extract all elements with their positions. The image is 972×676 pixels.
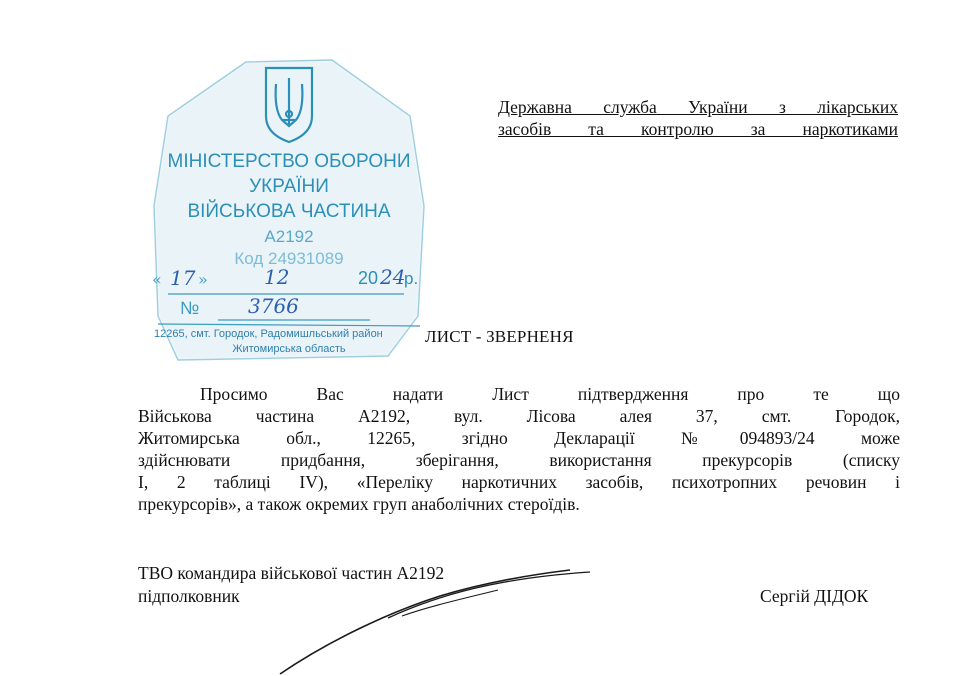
stamp-date-day: 17 [170,266,196,290]
body-line: Просимо Вас надати Лист підтвердження про те що [200,384,900,404]
letter-body [138,383,900,515]
recipient-block [498,96,898,140]
body-line: І, 2 таблиці IV), «Переліку наркотичних засобів, психотропних речовин і [138,472,900,492]
stamp-year-suffix: р. [404,269,419,288]
signer-rank: підполковник [138,586,240,606]
recipient-line1: Державна служба України з лікарських [498,97,898,117]
body-line: здійснювати придбання, зберігання, використання прекурсорів (списку [138,450,900,470]
recipient-line2: засобів та контролю за наркотиками [498,119,898,139]
handwritten-signature [270,560,610,676]
stamp-number-label: № [180,298,200,318]
stamp-address-line2: Житомирська область [232,343,346,355]
signer-position: ТВО командира військової частин А2192 [138,563,445,583]
body-line: Житомирська обл., 12265, згідно Декларації №094893/24 може [138,428,900,448]
stamp-line-ministry: МІНІСТЕРСТВО ОБОРОНИ [167,151,411,172]
official-stamp [148,56,430,368]
document-title: ЛИСТ - ЗВЕРНЕНЯ [425,327,574,346]
stamp-line-unit: ВІЙСЬКОВА ЧАСТИНА [187,201,391,222]
stamp-address-line1: 12265, смт. Городок, Радомишльський район [154,328,383,340]
stamp-close-quote: » [198,270,208,289]
stamp-line-unit-code: А2192 [264,227,314,246]
stamp-date-month: 12 [264,265,290,289]
stamp-line-registry-code: Код 24931089 [234,249,344,268]
stamp-open-quote: « [152,270,162,289]
stamp-date-year: 24 [380,265,406,289]
stamp-year-prefix: 20 [358,268,379,288]
signer-name: Сергій ДІДОК [760,586,869,606]
body-line: прекурсорів», а також окремих груп анаболічних стероїдів. [138,494,580,514]
body-line: Військова частина А2192, вул. Лісова алея 37, смт. Городок, [138,406,900,426]
stamp-line-country: УКРАЇНИ [249,176,329,197]
stamp-number-value: 3766 [248,294,299,318]
